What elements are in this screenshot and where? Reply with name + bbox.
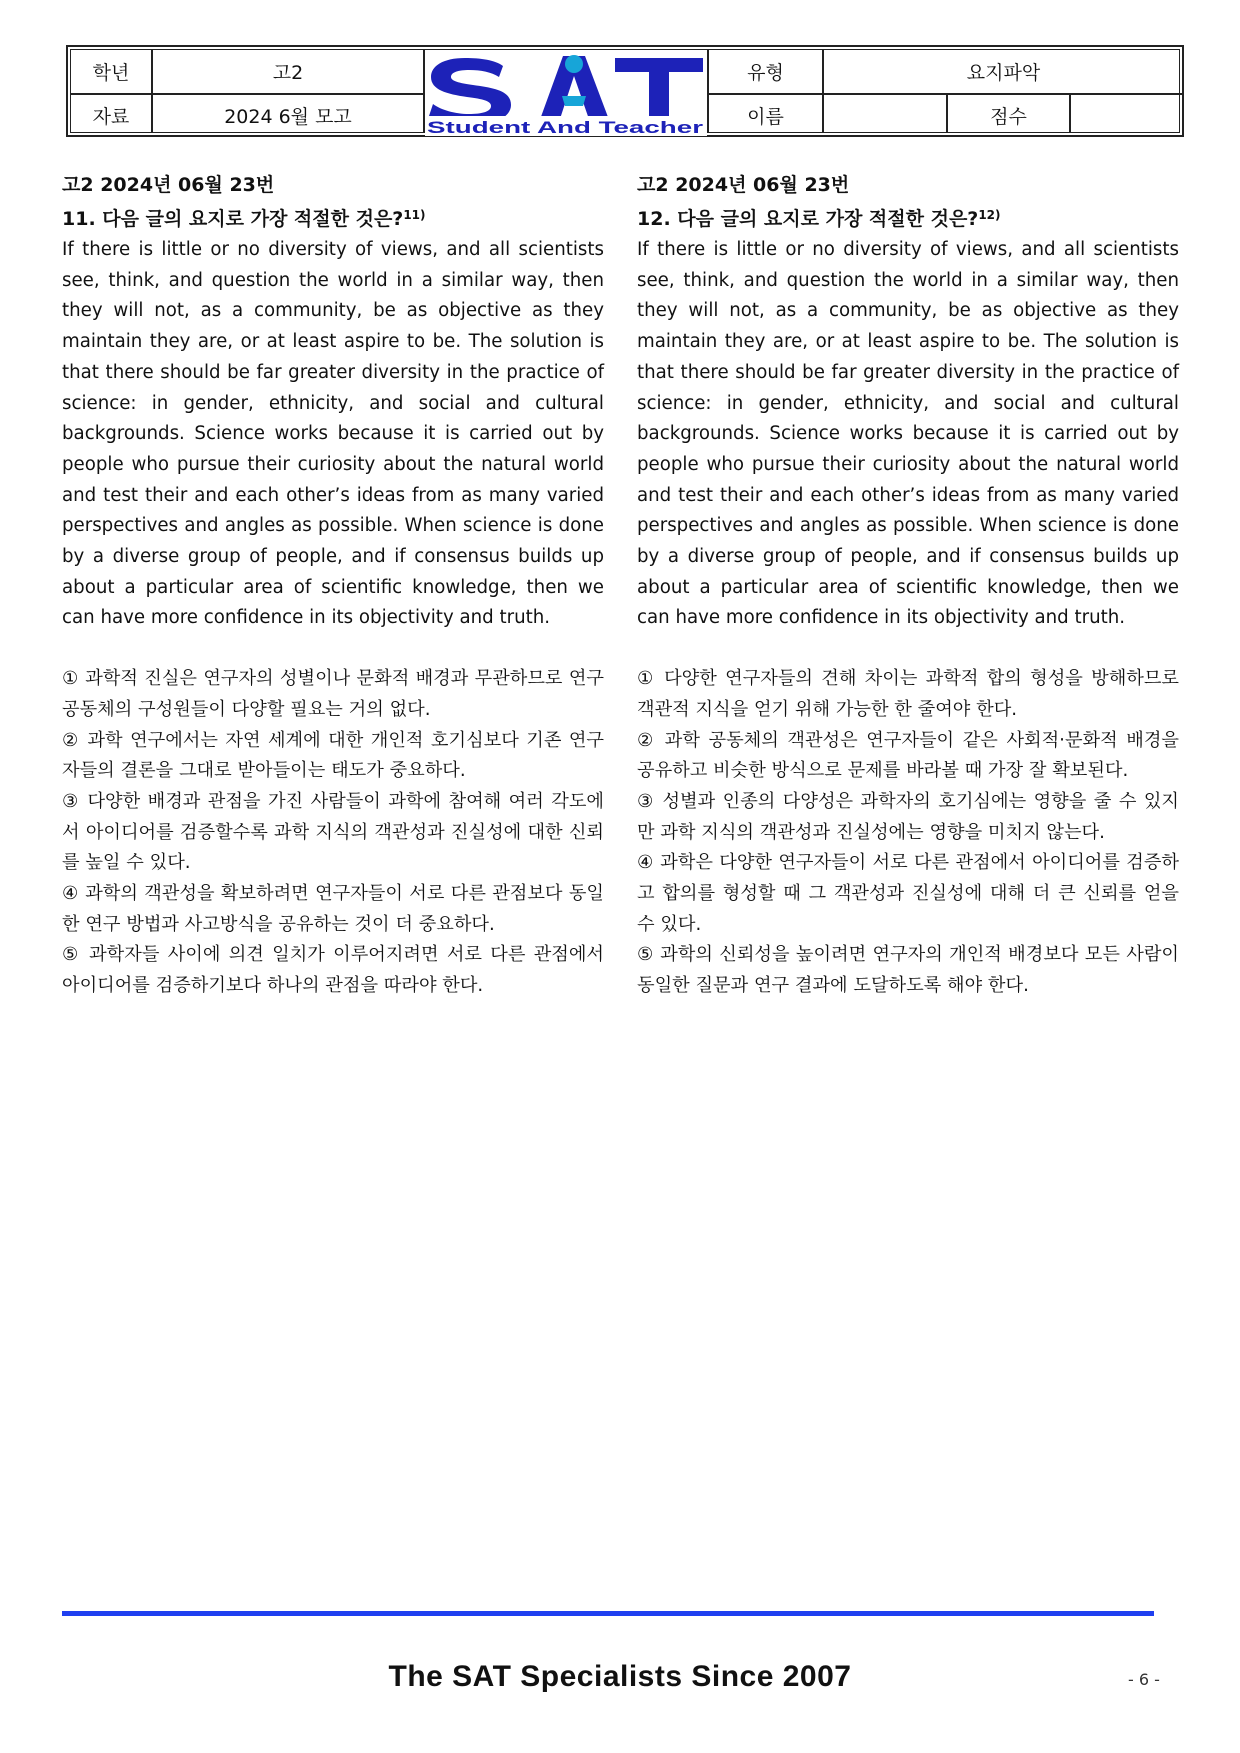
question-title [637,200,1179,234]
score-field[interactable] [1071,95,1183,136]
choice-4[interactable]: ④ 과학의 객관성을 확보하려면 연구자들이 서로 다른 관점보다 동일한 연구 방법과 사고방식을 공유하는 것이 더 중요하다. [62,883,604,935]
question-11-column [62,170,604,1002]
footnote-ref[interactable]: 12) [978,208,1001,222]
name-field[interactable] [824,95,946,136]
choice-5[interactable]: ⑤ 과학자들 사이에 의견 일치가 이루어지려면 서로 다른 관점에서 아이디어를 검증하기보다 하나의 관점을 따라야 한다. [62,944,604,997]
score-label: 점수 [990,106,1027,128]
header-table [66,45,1184,137]
sat-logo [425,50,707,136]
choice-4[interactable]: ④ 과학은 다양한 연구자들이 서로 다른 관점에서 아이디어를 검증하고 합의를 형성할 때 그 객관성과 진실성에 대해 더 큰 신뢰를 얻을 수 있다. [637,852,1179,935]
footer-slogan: The SAT Specialists Since 2007 [388,1660,852,1693]
grade-label: 학년 [92,62,130,84]
passage-text: If there is little or no diversity of views, and all scientists see, think, and question the world in a similar way, then they will not, as a community, be as objective as they maintain they are, or at least aspire to be. The solution is that there should be far greater diversity in the practice of science: in gender, ethnicity, and social and cultural backgrounds. Science works because it is carried out by people who pursue their curiosity about the natural world and test their and each other’s ideas from as many varied perspectives and angles as possible. When science is done by a diverse group of people, and if consensus builds up about a particular area of scientific knowledge, then we can have more confidence in its objectivity and truth. [637,239,1179,629]
source-label: 자료 [92,106,130,128]
passage-text: If there is little or no diversity of views, and all scientists see, think, and question the world in a similar way, then they will not, as a community, be as objective as they maintain they are, or at least aspire to be. The solution is that there should be far greater diversity in the practice of science: in gender, ethnicity, and social and cultural backgrounds. Science works because it is carried out by people who pursue their curiosity about the natural world and test their and each other’s ideas from as many varied perspectives and angles as possible. When science is done by a diverse group of people, and if consensus builds up about a particular area of scientific knowledge, then we can have more confidence in its objectivity and truth. [62,239,604,629]
footnote-ref[interactable]: 11) [403,208,426,222]
logo-subtitle: Student And Teacher [427,118,704,136]
sat-logo-graphic [425,50,707,136]
type-label: 유형 [747,62,784,84]
grade-value: 고2 [272,62,304,84]
question-12-column [637,170,1179,1002]
choice-1[interactable]: ① 과학적 진실은 연구자의 성별이나 문화적 배경과 무관하므로 연구 공동체의 구성원들이 다양할 필요는 거의 없다. [62,668,604,720]
choice-1[interactable]: ① 다양한 연구자들의 견해 차이는 과학적 합의 형성을 방해하므로 객관적 지식을 얻기 위해 가능한 한 줄여야 한다. [637,668,1179,720]
choice-2[interactable]: ② 과학 공동체의 객관성은 연구자들이 같은 사회적·문화적 배경을 공유하고 비슷한 방식으로 문제를 바라볼 때 가장 잘 확보된다. [637,729,1179,782]
choice-2[interactable]: ② 과학 연구에서는 자연 세계에 대한 개인적 호기심보다 기존 연구자들의 결론을 그대로 받아들이는 태도가 중요하다. [62,729,604,782]
page-number: - 6 - [1128,1670,1160,1689]
source-line: 고2 2024년 06월 23번 [637,174,850,196]
answer-choices [62,664,604,1002]
question-text: 11. 다음 글의 요지로 가장 적절한 것은? [62,208,404,230]
question-text: 12. 다음 글의 요지로 가장 적절한 것은? [637,208,979,230]
type-value: 요지파악 [966,62,1041,84]
source-value: 2024 6월 모고 [224,106,352,128]
name-label: 이름 [747,106,784,128]
source-line: 고2 2024년 06월 23번 [62,174,275,196]
choice-3[interactable]: ③ 성별과 인종의 다양성은 과학자의 호기심에는 영향을 줄 수 있지만 과학 지식의 객관성과 진실성에는 영향을 미치지 않는다. [637,790,1179,843]
question-title [62,200,604,234]
header-inner-border [70,49,1180,136]
choice-5[interactable]: ⑤ 과학의 신뢰성을 높이려면 연구자의 개인적 배경보다 모든 사람이 동일한 질문과 연구 결과에 도달하도록 해야 한다. [637,944,1179,997]
footer-rule [62,1611,1154,1616]
answer-choices [637,664,1179,1002]
choice-3[interactable]: ③ 다양한 배경과 관점을 가진 사람들이 과학에 참여해 여러 각도에서 아이디어를 검증할수록 과학 지식의 객관성과 진실성에 대한 신뢰를 높일 수 있다. [62,790,604,874]
